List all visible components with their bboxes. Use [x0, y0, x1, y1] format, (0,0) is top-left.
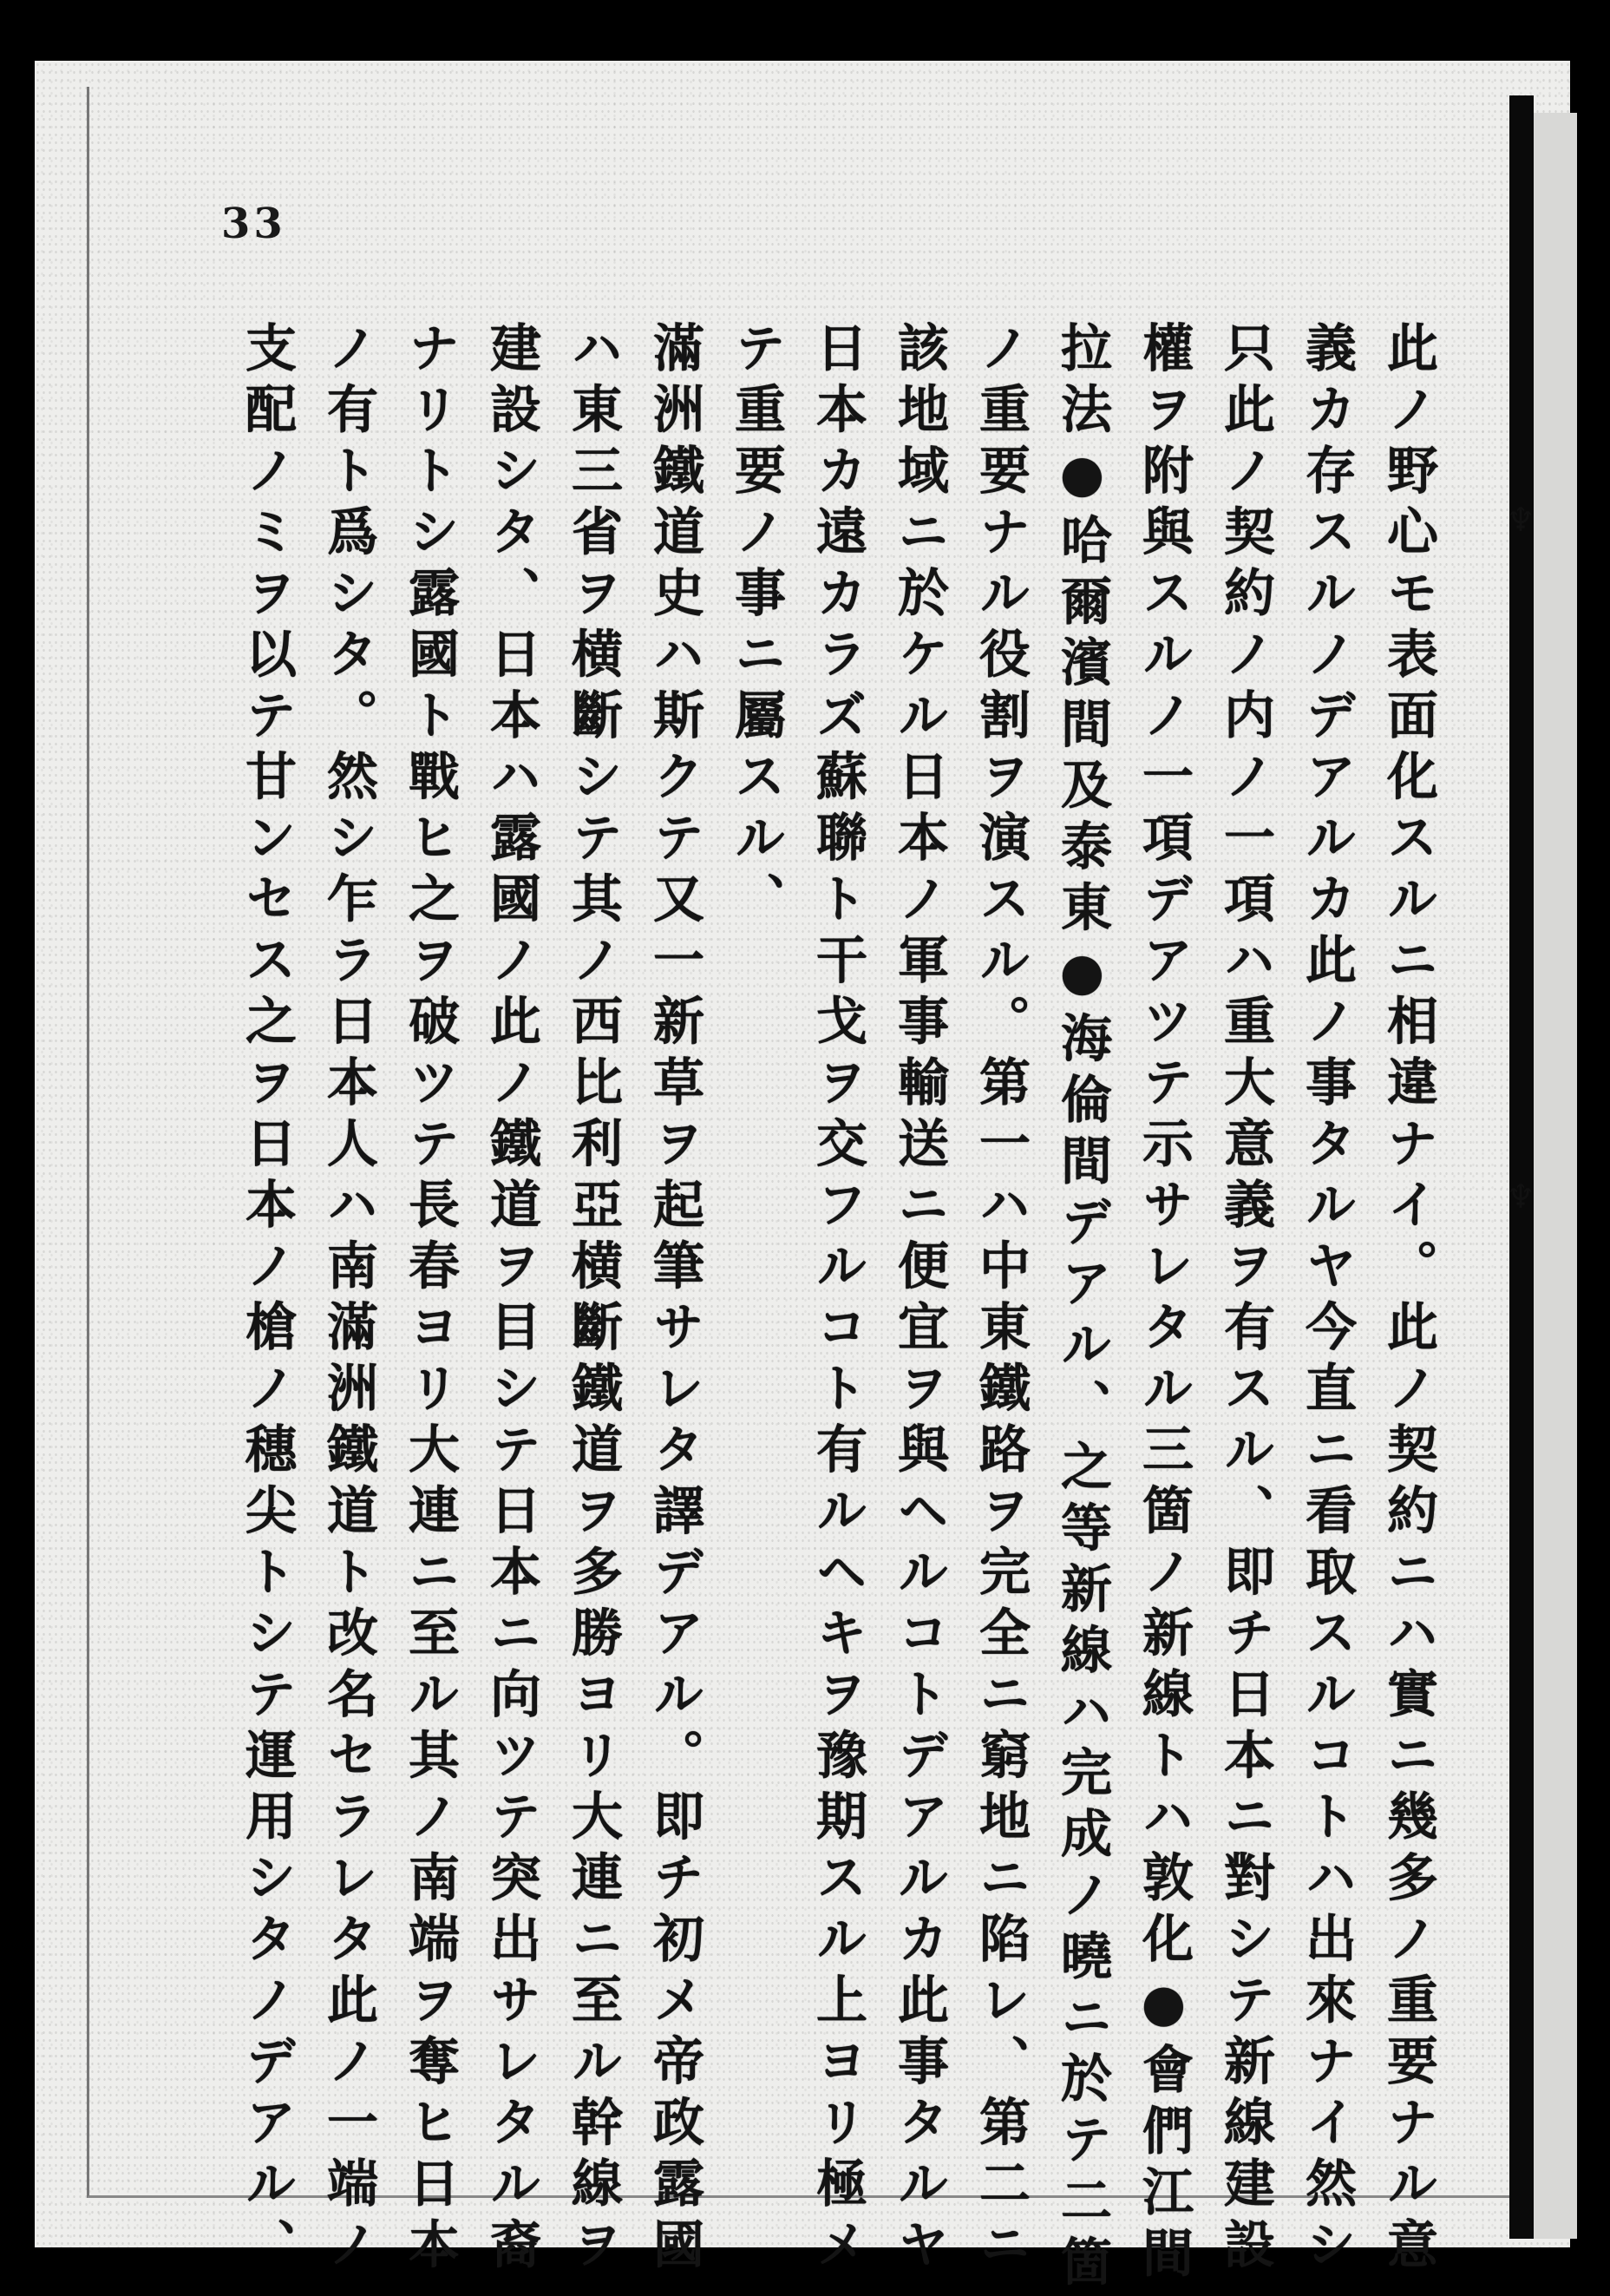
binding-clip-icon: ♆: [1505, 501, 1536, 539]
text-column: 建設シタ、日本ハ露國ノ此ノ鐵道ヲ目シテ日本ニ向ツテ突出サレタル裔: [481, 321, 541, 2279]
text-column: ノ重要ナル役割ヲ演スル。第一ハ中東鐵路ヲ完全ニ窮地ニ陷レ、第二ニ: [971, 321, 1031, 2279]
text-column: 支配ノミヲ以テ甘ンセス之ヲ日本ノ槍ノ穗尖トシテ運用シタノデアル、: [237, 321, 297, 2279]
binding-clip-icon: ♆: [1505, 1178, 1536, 1216]
text-column: 只此ノ契約ノ内ノ一項ハ重大意義ヲ有スル、即チ日本ニ對シテ新線建設: [1215, 321, 1275, 2279]
text-column: ナリトシ露國ト戰ヒ之ヲ破ツテ長春ヨリ大連ニ至ル其ノ南端ヲ奪ヒ日本: [400, 321, 460, 2279]
binding-edge: [1534, 113, 1577, 2239]
text-column: 拉法●哈爾濱間及泰東●海倫間デアル、之等新線ハ完成ノ曉ニ於テ二箇: [1052, 321, 1112, 2296]
text-column: 滿洲鐵道史ハ斯クテ又一新草ヲ起筆サレタ譯デアル。即チ初メ帝政露國: [645, 321, 704, 2279]
text-column: ノ有ト爲シタ。然シ乍ラ日本人ハ南滿洲鐵道ト改名セラレタ此ノ一端ノ: [318, 321, 378, 2279]
text-column: テ重要ノ事ニ屬スル、: [726, 321, 786, 933]
text-column: 該地域ニ於ケル日本ノ軍事輸送ニ便宜ヲ與ヘルコトデアルカ此事タルヤ: [889, 321, 949, 2279]
text-column: 義カ存スルノデアルカ此ノ事タルヤ今直ニ看取スルコトハ出來ナイ然シ: [1297, 321, 1357, 2279]
vertical-text-body: [237, 321, 1449, 2296]
text-column: 此ノ野心モ表面化スルニ相違ナイ。此ノ契約ニハ實ニ幾多ノ重要ナル意: [1378, 321, 1438, 2279]
book-spine: [1509, 95, 1534, 2239]
text-column: 日本カ遠カラズ蘇聯ト干戈ヲ交フルコト有ルヘキヲ豫期スル上ヨリ極メ: [808, 321, 867, 2279]
book-page: [35, 61, 1570, 2296]
text-column: ハ東三省ヲ横斷シテ其ノ西比利亞横斷鐵道ヲ多勝ヨリ大連ニ至ル幹線ヲ: [563, 321, 623, 2279]
text-column: 權ヲ附與スルノ一項デアツテ示サレタル三箇ノ新線トハ敦化●會們江間: [1134, 321, 1194, 2287]
page-number: 33: [221, 200, 286, 248]
